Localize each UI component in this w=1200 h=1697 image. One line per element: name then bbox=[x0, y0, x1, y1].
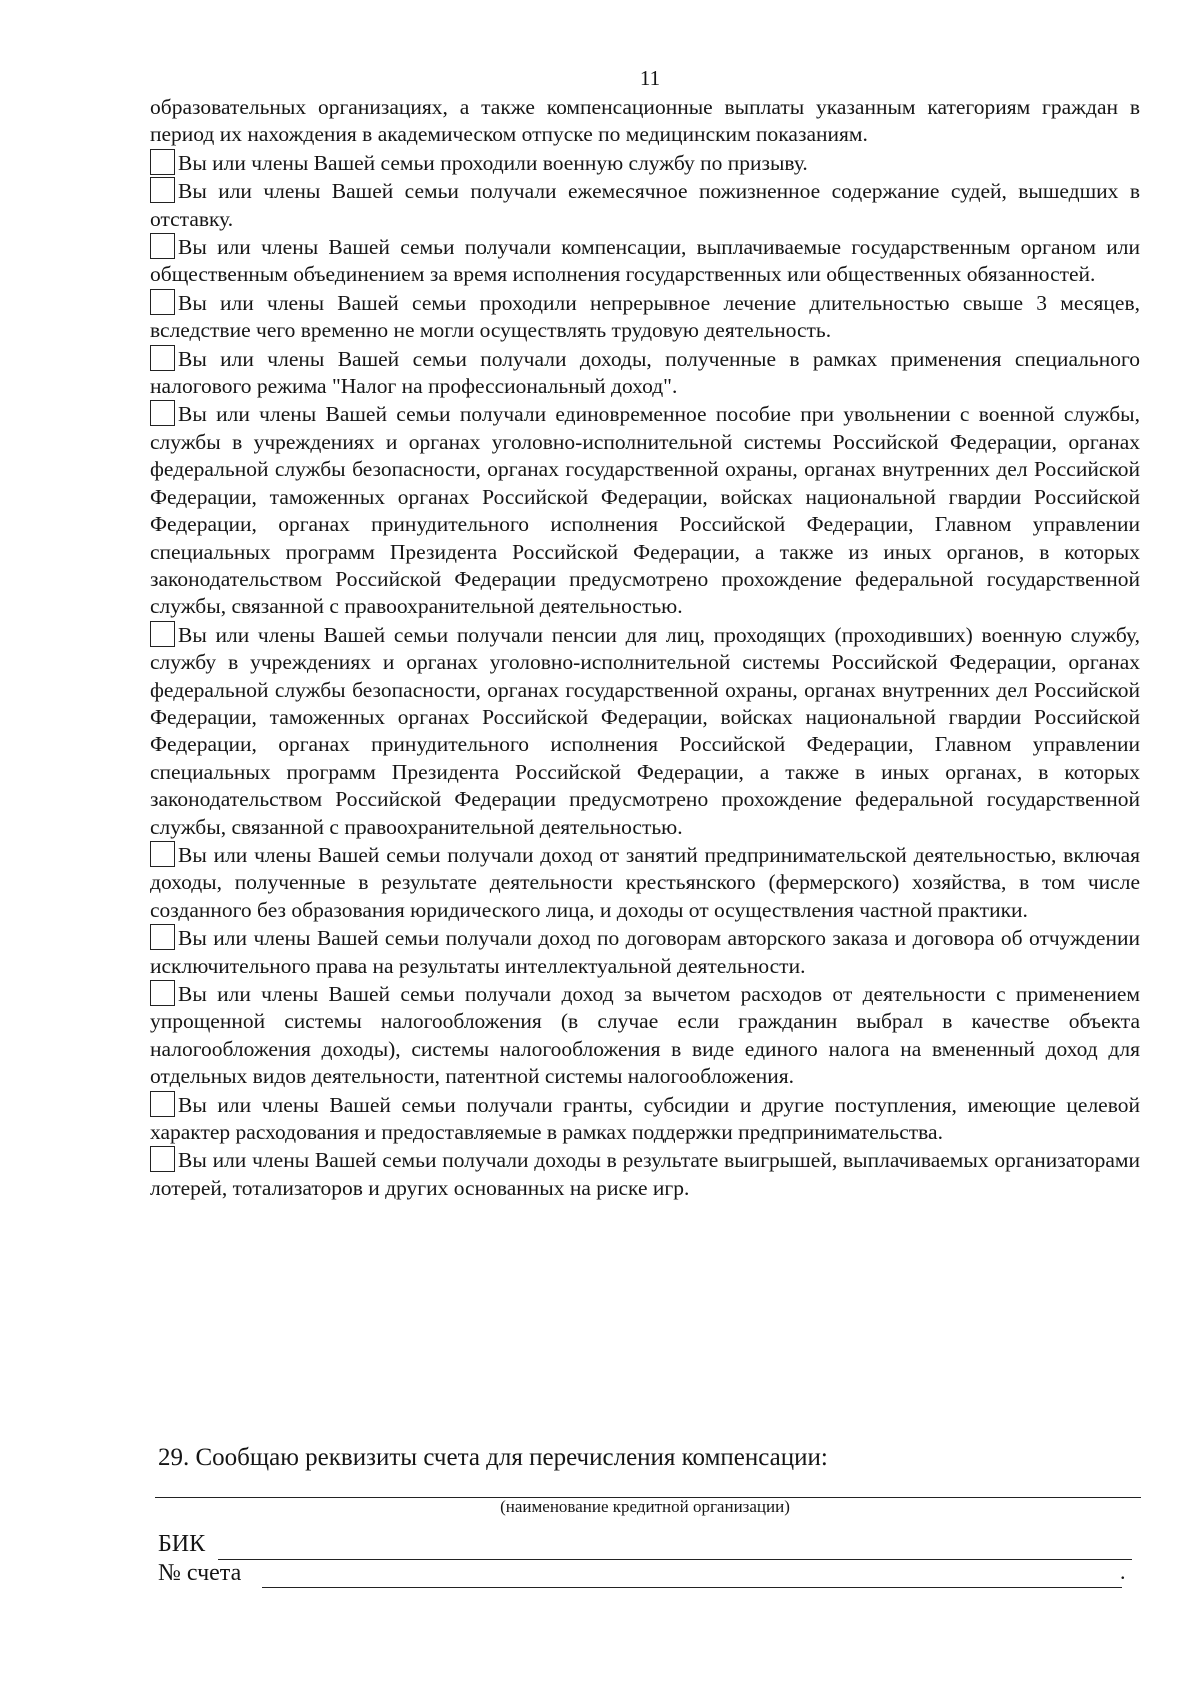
income-item-12 bbox=[150, 1146, 1140, 1202]
checkbox[interactable] bbox=[150, 177, 175, 203]
checkbox[interactable] bbox=[150, 980, 175, 1006]
document-body bbox=[150, 94, 1140, 1202]
income-item-9 bbox=[150, 924, 1140, 980]
checkbox[interactable] bbox=[150, 841, 175, 867]
item-text: Вы или члены Вашей семьи получали единовременное пособие при увольнении с военной службы, службы в учреждениях и органах уголовно-исполнительной системы Российской Федерации, органах федеральной службы безопасности, органах государственной охраны, органах внутренних дел Российской Федерации, таможенных органах Российской Федерации, войсках национальной гвардии Российской Федерации, органах принудительного исполнения Российской Федерации, Главном управлении специальных программ Президента Российской Федерации, а также из иных органов, в которых законодательством Российской Федерации предусмотрено прохождение федеральной государственной службы, связанной с правоохранительной деятельностью. bbox=[150, 402, 1140, 619]
checkbox[interactable] bbox=[150, 400, 175, 426]
checkbox[interactable] bbox=[150, 289, 175, 315]
income-item-11 bbox=[150, 1091, 1140, 1147]
bik-field[interactable] bbox=[218, 1533, 1132, 1560]
checkbox[interactable] bbox=[150, 1091, 175, 1117]
income-item-5 bbox=[150, 345, 1140, 401]
item-text: Вы или члены Вашей семьи получали доход за вычетом расходов от деятельности с применением упрощенной системы налогообложения (в случае если гражданин выбрал в качестве объекта налогообложения доходы), системы налогообложения в виде единого налога на вмененный доход для отдельных видов деятельности, патентной системы налогообложения. bbox=[150, 982, 1140, 1089]
section-29-heading: 29. Сообщаю реквизиты счета для перечисления компенсации: bbox=[158, 1444, 828, 1471]
income-item-7 bbox=[150, 621, 1140, 841]
page-number: 11 bbox=[639, 66, 661, 90]
account-trailing-dot: . bbox=[1120, 1559, 1126, 1584]
checkbox[interactable] bbox=[150, 233, 175, 259]
bank-name-field[interactable] bbox=[155, 1471, 1141, 1498]
checkbox[interactable] bbox=[150, 345, 175, 371]
checkbox[interactable] bbox=[150, 1146, 175, 1172]
item-text: Вы или члены Вашей семьи проходили военную службу по призыву. bbox=[178, 150, 808, 175]
income-item-6 bbox=[150, 400, 1140, 620]
income-item-2 bbox=[150, 177, 1140, 233]
item-text: Вы или члены Вашей семьи получали доходы в результате выигрышей, выплачиваемых организаторами лотерей, тотализаторов и других основанных на риске игр. bbox=[150, 1148, 1140, 1200]
account-label: № счета bbox=[158, 1560, 242, 1586]
checkbox[interactable] bbox=[150, 149, 175, 175]
item-text: Вы или члены Вашей семьи получали доход от занятий предпринимательской деятельностью, включая доходы, полученные в результате деятельности крестьянского (фермерского) хозяйства, в том числе созданного без образования юридического лица, и доходы от осуществления частной практики. bbox=[150, 842, 1140, 922]
item-text: Вы или члены Вашей семьи проходили непрерывное лечение длительностью свыше 3 месяцев, вследствие чего временно не могли осуществлять трудовую деятельность. bbox=[150, 290, 1140, 343]
item-text: Вы или члены Вашей семьи получали гранты, субсидии и другие поступления, имеющие целевой характер расходования и предоставляемые в рамках поддержки предпринимательства. bbox=[150, 1092, 1140, 1145]
item-text: Вы или члены Вашей семьи получали ежемесячное пожизненное содержание судей, вышедших в отставку. bbox=[150, 179, 1140, 231]
income-item-8 bbox=[150, 841, 1140, 924]
income-item-1 bbox=[150, 149, 1140, 177]
bik-label: БИК bbox=[158, 1531, 206, 1557]
item-text: Вы или члены Вашей семьи получали компенсации, выплачиваемые государственным органом или общественным объединением за время исполнения государственных или общественных обязанностей. bbox=[150, 235, 1140, 287]
income-item-10 bbox=[150, 980, 1140, 1091]
item-text: Вы или члены Вашей семьи получали доходы, полученные в рамках применения специального налогового режима "Налог на профессиональный доход". bbox=[150, 346, 1140, 399]
intro-paragraph: образовательных организациях, а также компенсационные выплаты указанным категориям граждан в период их нахождения в академическом отпуске по медицинским показаниям. bbox=[150, 95, 1140, 147]
checkbox[interactable] bbox=[150, 924, 175, 950]
income-item-3 bbox=[150, 233, 1140, 289]
income-item-4 bbox=[150, 289, 1140, 345]
item-text: Вы или члены Вашей семьи получали пенсии для лиц, проходящих (проходивших) военную службу, службу в учреждениях и органах уголовно-исполнительной системы Российской Федерации, органах федеральной службы безопасности, органах государственной охраны, органах внутренних дел Российской Федерации, таможенных органах Российской Федерации, войсках национальной гвардии Российской Федерации, органах принудительного исполнения Российской Федерации, Главном управлении специальных программ Президента Российской Федерации, а также в иных органах, в которых законодательством Российской Федерации предусмотрено прохождение федеральной государственной службы, связанной с правоохранительной деятельностью. bbox=[150, 622, 1140, 839]
account-number-field[interactable] bbox=[262, 1561, 1122, 1588]
bank-name-caption: (наименование кредитной организации) bbox=[500, 1497, 790, 1516]
item-text: Вы или члены Вашей семьи получали доход по договорам авторского заказа и договора об отчуждении исключительного права на результаты интеллектуальной деятельности. bbox=[150, 926, 1140, 978]
checkbox[interactable] bbox=[150, 621, 175, 647]
